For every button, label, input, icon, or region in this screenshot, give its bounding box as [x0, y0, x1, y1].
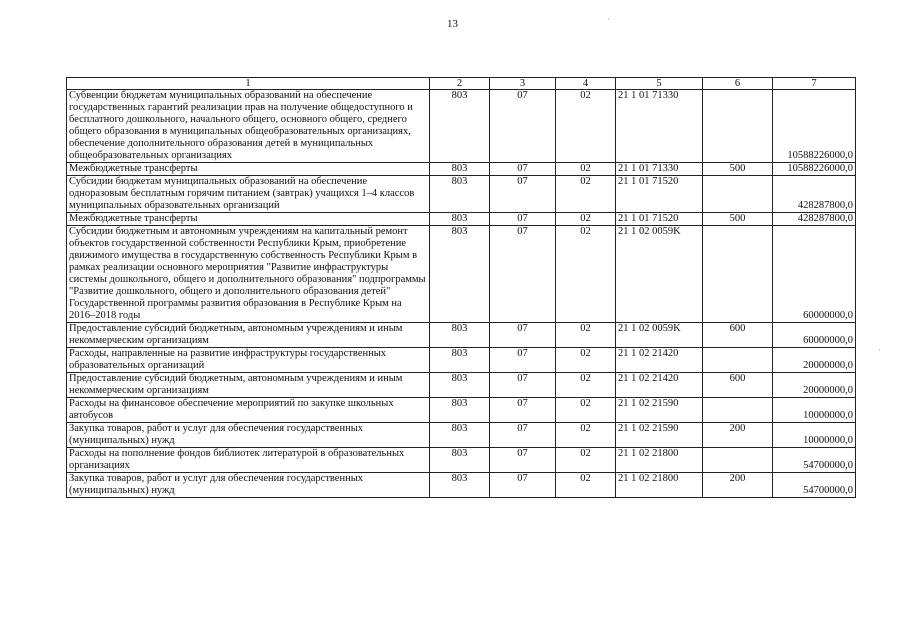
- cell-c7: 10588226000,0: [773, 90, 856, 163]
- cell-c2: 803: [430, 90, 490, 163]
- cell-c3: 07: [490, 163, 556, 176]
- table-row: [67, 163, 856, 176]
- cell-c2: 803: [430, 473, 490, 498]
- cell-c2: 803: [430, 323, 490, 348]
- row-name: Расходы на пополнение фондов библиотек литературой в образовательных организациях: [67, 448, 430, 473]
- cell-c5: 21 1 02 0059K: [616, 323, 703, 348]
- cell-c7: 428287800,0: [773, 176, 856, 213]
- cell-c4: 02: [556, 348, 616, 373]
- table-row: [67, 348, 856, 373]
- cell-c4: 02: [556, 176, 616, 213]
- table-row: [67, 226, 856, 323]
- row-name: Субсидии бюджетным и автономным учреждениям на капитальный ремонт объектов государственной собственности Республики Крым, приобретение движимого имущества в государственную собственность Республики Крым в рамках реализации основного мероприятия "Развитие инфраструктуры системы дошкольного, общего и дополнительного образования" подпрограммы "Развитие дошкольного, общего и дополнительного образования детей" Государственной программы развития образования в Республике Крым на 2016–2018 годы: [67, 226, 430, 323]
- cell-c2: 803: [430, 226, 490, 323]
- table-header-row: [67, 78, 856, 90]
- column-header: 3: [490, 78, 556, 90]
- margin-mark: ·: [607, 14, 610, 24]
- cell-c5: 21 1 02 21590: [616, 398, 703, 423]
- cell-c4: 02: [556, 163, 616, 176]
- cell-c4: 02: [556, 448, 616, 473]
- table-row: [67, 448, 856, 473]
- cell-c4: 02: [556, 90, 616, 163]
- cell-c5: 21 1 02 21420: [616, 348, 703, 373]
- row-name: Расходы на финансовое обеспечение мероприятий по закупке школьных автобусов: [67, 398, 430, 423]
- cell-c5: 21 1 02 21800: [616, 473, 703, 498]
- cell-c6: [703, 226, 773, 323]
- column-header: 2: [430, 78, 490, 90]
- cell-c2: 803: [430, 176, 490, 213]
- cell-c3: 07: [490, 323, 556, 348]
- row-name: Расходы, направленные на развитие инфраструктуры государственных образовательных организаций: [67, 348, 430, 373]
- budget-table: [66, 77, 856, 498]
- cell-c4: 02: [556, 398, 616, 423]
- table-row: [67, 398, 856, 423]
- cell-c7: 60000000,0: [773, 226, 856, 323]
- row-name: Субсидии бюджетам муниципальных образований на обеспечение одноразовым бесплатным горячим питанием (завтрак) учащихся 1–4 классов муниципальных образовательных организаций: [67, 176, 430, 213]
- cell-c6: 200: [703, 473, 773, 498]
- cell-c6: 600: [703, 373, 773, 398]
- cell-c5: 21 1 01 71330: [616, 163, 703, 176]
- cell-c4: 02: [556, 213, 616, 226]
- column-header: 5: [616, 78, 703, 90]
- cell-c5: 21 1 01 71520: [616, 176, 703, 213]
- cell-c3: 07: [490, 90, 556, 163]
- cell-c2: 803: [430, 348, 490, 373]
- page-number: 13: [447, 18, 458, 30]
- cell-c4: 02: [556, 323, 616, 348]
- row-name: Предоставление субсидий бюджетным, автономным учреждениям и иным некоммерческим организациям: [67, 373, 430, 398]
- table-row: [67, 373, 856, 398]
- cell-c3: 07: [490, 423, 556, 448]
- cell-c5: 21 1 02 21590: [616, 423, 703, 448]
- cell-c5: 21 1 02 0059K: [616, 226, 703, 323]
- cell-c5: 21 1 02 21800: [616, 448, 703, 473]
- cell-c7: 54700000,0: [773, 448, 856, 473]
- row-name: Закупка товаров, работ и услуг для обеспечения государственных (муниципальных) нужд: [67, 423, 430, 448]
- cell-c7: 428287800,0: [773, 213, 856, 226]
- cell-c2: 803: [430, 163, 490, 176]
- cell-c7: 20000000,0: [773, 373, 856, 398]
- cell-c5: 21 1 02 21420: [616, 373, 703, 398]
- cell-c6: 500: [703, 163, 773, 176]
- cell-c6: 600: [703, 323, 773, 348]
- cell-c2: 803: [430, 398, 490, 423]
- cell-c7: 20000000,0: [773, 348, 856, 373]
- cell-c6: [703, 90, 773, 163]
- cell-c2: 803: [430, 423, 490, 448]
- cell-c2: 803: [430, 448, 490, 473]
- cell-c3: 07: [490, 226, 556, 323]
- cell-c6: [703, 398, 773, 423]
- table-row: [67, 213, 856, 226]
- cell-c3: 07: [490, 348, 556, 373]
- column-header: 4: [556, 78, 616, 90]
- cell-c5: 21 1 01 71520: [616, 213, 703, 226]
- cell-c7: 60000000,0: [773, 323, 856, 348]
- margin-mark: ·: [878, 345, 881, 355]
- cell-c4: 02: [556, 473, 616, 498]
- table-row: [67, 176, 856, 213]
- cell-c5: 21 1 01 71330: [616, 90, 703, 163]
- cell-c2: 803: [430, 213, 490, 226]
- cell-c3: 07: [490, 473, 556, 498]
- cell-c7: 54700000,0: [773, 473, 856, 498]
- cell-c3: 07: [490, 213, 556, 226]
- table-row: [67, 323, 856, 348]
- cell-c6: [703, 176, 773, 213]
- column-header: 6: [703, 78, 773, 90]
- cell-c2: 803: [430, 373, 490, 398]
- cell-c3: 07: [490, 448, 556, 473]
- cell-c4: 02: [556, 423, 616, 448]
- cell-c7: 10000000,0: [773, 398, 856, 423]
- row-name: Субвенции бюджетам муниципальных образований на обеспечение государственных гарантий реализации прав на получение общедоступного и бесплатного дошкольного, начального общего, основного общего, среднего общего образования в муниципальных общеобразовательных организациях, обеспечение дополнительного образования детей в муниципальных общеобразовательных организациях: [67, 90, 430, 163]
- cell-c6: [703, 348, 773, 373]
- column-header: 1: [67, 78, 430, 90]
- cell-c4: 02: [556, 373, 616, 398]
- row-name: Закупка товаров, работ и услуг для обеспечения государственных (муниципальных) нужд: [67, 473, 430, 498]
- cell-c3: 07: [490, 373, 556, 398]
- row-name: Межбюджетные трансферты: [67, 163, 430, 176]
- column-header: 7: [773, 78, 856, 90]
- cell-c3: 07: [490, 176, 556, 213]
- table-row: [67, 423, 856, 448]
- cell-c4: 02: [556, 226, 616, 323]
- cell-c6: 500: [703, 213, 773, 226]
- row-name: Межбюджетные трансферты: [67, 213, 430, 226]
- table-row: [67, 90, 856, 163]
- table-row: [67, 473, 856, 498]
- cell-c7: 10000000,0: [773, 423, 856, 448]
- cell-c3: 07: [490, 398, 556, 423]
- row-name: Предоставление субсидий бюджетным, автономным учреждениям и иным некоммерческим организациям: [67, 323, 430, 348]
- cell-c6: 200: [703, 423, 773, 448]
- cell-c7: 10588226000,0: [773, 163, 856, 176]
- cell-c6: [703, 448, 773, 473]
